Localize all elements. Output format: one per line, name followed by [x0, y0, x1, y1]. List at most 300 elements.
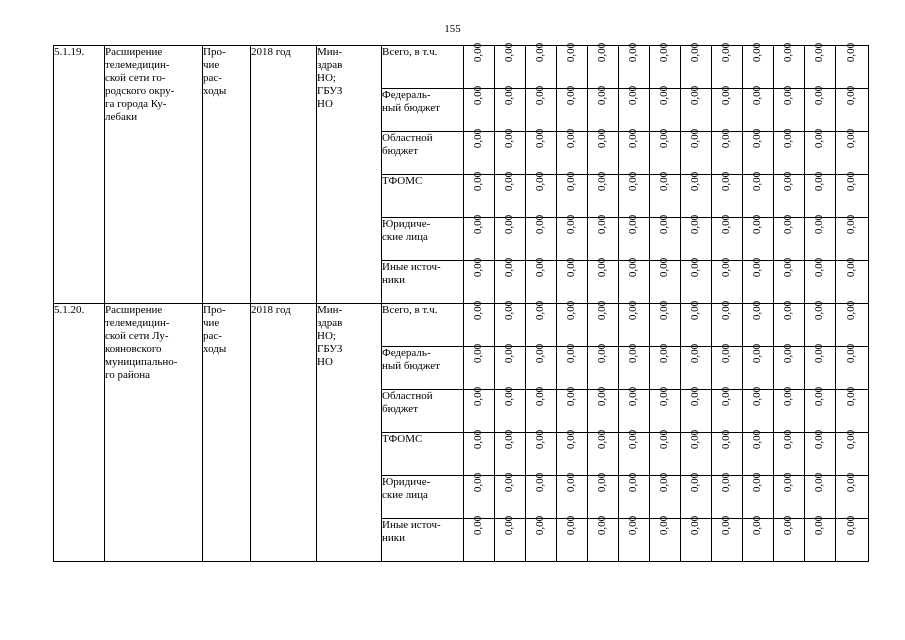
- value-cell: [526, 300, 557, 347]
- value-cell: [588, 429, 619, 476]
- item-year: 2018 год: [251, 304, 317, 562]
- value-cell: [526, 171, 557, 218]
- value-text: 0,00: [472, 85, 485, 106]
- value-text: 0,00: [782, 171, 795, 192]
- value-text: 0,00: [596, 343, 609, 364]
- item-name: [105, 46, 203, 304]
- funding-source-line: Областной: [382, 132, 433, 144]
- value-text: 0,00: [720, 429, 733, 450]
- item-name-line: ской сети го-: [105, 72, 166, 84]
- value-text: 0,00: [845, 472, 858, 493]
- value-cell: [526, 472, 557, 519]
- value-text: 0,00: [534, 515, 547, 536]
- value-text: 0,00: [720, 343, 733, 364]
- value-text: 0,00: [782, 257, 795, 278]
- value-text: 0,00: [627, 515, 640, 536]
- funding-source: [382, 519, 464, 562]
- value-text: 0,00: [627, 472, 640, 493]
- value-cell: [805, 171, 836, 218]
- value-text: 0,00: [658, 85, 671, 106]
- item-number: 5.1.20.: [54, 304, 105, 562]
- expense-type-line: ходы: [203, 85, 227, 97]
- value-cell: [557, 171, 588, 218]
- value-text: 0,00: [503, 42, 516, 63]
- value-text: 0,00: [751, 515, 764, 536]
- value-cell: [712, 429, 743, 476]
- value-cell: [464, 515, 495, 562]
- value-text: 0,00: [720, 300, 733, 321]
- value-cell: [712, 472, 743, 519]
- value-cell: [743, 214, 774, 261]
- value-text: 0,00: [658, 472, 671, 493]
- value-text: 0,00: [813, 171, 826, 192]
- value-cell: [650, 85, 681, 132]
- value-text: 0,00: [689, 300, 702, 321]
- value-text: 0,00: [720, 515, 733, 536]
- value-text: 0,00: [472, 214, 485, 235]
- value-cell: [619, 85, 650, 132]
- value-cell: [650, 515, 681, 562]
- value-cell: [588, 42, 619, 89]
- value-cell: [774, 171, 805, 218]
- executor-line: НО: [317, 98, 333, 110]
- value-text: 0,00: [472, 42, 485, 63]
- value-text: 0,00: [503, 214, 516, 235]
- value-cell: [836, 42, 869, 89]
- value-text: 0,00: [534, 171, 547, 192]
- value-text: 0,00: [627, 171, 640, 192]
- value-cell: [805, 42, 836, 89]
- value-cell: [681, 128, 712, 175]
- value-text: 0,00: [845, 85, 858, 106]
- value-text: 0,00: [503, 128, 516, 149]
- value-text: 0,00: [658, 515, 671, 536]
- value-text: 0,00: [689, 386, 702, 407]
- value-cell: [836, 214, 869, 261]
- value-cell: [836, 300, 869, 347]
- value-text: 0,00: [845, 214, 858, 235]
- value-cell: [464, 257, 495, 304]
- value-cell: [774, 515, 805, 562]
- value-cell: [650, 343, 681, 390]
- value-cell: [743, 85, 774, 132]
- executor-line: здрав: [317, 317, 343, 329]
- value-text: 0,00: [845, 257, 858, 278]
- value-text: 0,00: [845, 171, 858, 192]
- item-number: 5.1.19.: [54, 46, 105, 304]
- value-cell: [743, 42, 774, 89]
- value-text: 0,00: [751, 257, 764, 278]
- value-cell: [464, 300, 495, 347]
- value-cell: [464, 214, 495, 261]
- value-cell: [836, 429, 869, 476]
- value-cell: [774, 85, 805, 132]
- value-cell: [557, 128, 588, 175]
- value-cell: [557, 343, 588, 390]
- expense-type-line: рас-: [203, 72, 222, 84]
- value-cell: [619, 300, 650, 347]
- value-cell: [681, 472, 712, 519]
- value-text: 0,00: [689, 515, 702, 536]
- funding-source: [382, 261, 464, 304]
- value-cell: [774, 386, 805, 433]
- value-text: 0,00: [813, 429, 826, 450]
- value-cell: [588, 128, 619, 175]
- expense-type: [203, 304, 251, 562]
- value-cell: [805, 343, 836, 390]
- value-text: 0,00: [720, 214, 733, 235]
- item-name-line: Расширение: [105, 46, 163, 58]
- value-cell: [774, 343, 805, 390]
- value-cell: [743, 128, 774, 175]
- funding-source: [382, 433, 464, 476]
- value-cell: [836, 171, 869, 218]
- value-cell: [464, 85, 495, 132]
- funding-source-line: ские лица: [382, 231, 428, 243]
- value-text: 0,00: [565, 343, 578, 364]
- value-text: 0,00: [689, 257, 702, 278]
- expense-type-line: Про-: [203, 304, 226, 316]
- value-cell: [588, 386, 619, 433]
- value-text: 0,00: [565, 515, 578, 536]
- value-cell: [805, 472, 836, 519]
- value-text: 0,00: [596, 42, 609, 63]
- value-cell: [681, 429, 712, 476]
- value-text: 0,00: [565, 42, 578, 63]
- value-cell: [526, 386, 557, 433]
- value-cell: [495, 429, 526, 476]
- value-text: 0,00: [565, 85, 578, 106]
- value-cell: [557, 85, 588, 132]
- value-text: 0,00: [813, 515, 826, 536]
- funding-source: [382, 347, 464, 390]
- table-body: [54, 42, 869, 562]
- item-name-line: го района: [105, 369, 151, 381]
- funding-source-line: Всего, в т.ч.: [382, 304, 438, 316]
- value-text: 0,00: [565, 128, 578, 149]
- value-text: 0,00: [472, 300, 485, 321]
- value-text: 0,00: [503, 515, 516, 536]
- value-text: 0,00: [627, 386, 640, 407]
- value-cell: [588, 343, 619, 390]
- value-cell: [619, 515, 650, 562]
- value-text: 0,00: [534, 386, 547, 407]
- value-text: 0,00: [596, 472, 609, 493]
- item-name-line: кояновского: [105, 343, 162, 355]
- value-text: 0,00: [845, 386, 858, 407]
- expense-type: [203, 46, 251, 304]
- value-text: 0,00: [534, 300, 547, 321]
- expense-type-line: чие: [203, 59, 220, 71]
- value-cell: [836, 343, 869, 390]
- value-cell: [805, 429, 836, 476]
- value-cell: [712, 42, 743, 89]
- value-text: 0,00: [596, 171, 609, 192]
- value-cell: [619, 386, 650, 433]
- value-cell: [774, 300, 805, 347]
- value-text: 0,00: [782, 128, 795, 149]
- value-text: 0,00: [751, 128, 764, 149]
- value-text: 0,00: [689, 429, 702, 450]
- executor-line: здрав: [317, 59, 343, 71]
- value-cell: [526, 214, 557, 261]
- item-name-line: телемедицин-: [105, 317, 170, 329]
- value-text: 0,00: [658, 214, 671, 235]
- executor-line: НО;: [317, 330, 336, 342]
- funding-source-line: бюджет: [382, 145, 418, 157]
- value-text: 0,00: [813, 343, 826, 364]
- value-text: 0,00: [503, 85, 516, 106]
- value-text: 0,00: [503, 429, 516, 450]
- value-text: 0,00: [534, 472, 547, 493]
- value-cell: [588, 257, 619, 304]
- value-cell: [774, 214, 805, 261]
- value-cell: [557, 472, 588, 519]
- item-name-line: лебаки: [105, 111, 138, 123]
- value-cell: [464, 343, 495, 390]
- funding-source-line: Иные источ-: [382, 261, 441, 273]
- value-cell: [805, 85, 836, 132]
- funding-source-line: Областной: [382, 390, 433, 402]
- value-text: 0,00: [751, 42, 764, 63]
- value-cell: [774, 128, 805, 175]
- value-text: 0,00: [782, 515, 795, 536]
- value-cell: [557, 42, 588, 89]
- value-cell: [681, 386, 712, 433]
- value-text: 0,00: [720, 386, 733, 407]
- value-text: 0,00: [845, 300, 858, 321]
- expense-type-line: чие: [203, 317, 220, 329]
- item-name-line: муниципально-: [105, 356, 178, 368]
- value-text: 0,00: [782, 300, 795, 321]
- funding-source-line: Федераль-: [382, 89, 431, 101]
- funding-source-line: Юридиче-: [382, 218, 431, 230]
- value-text: 0,00: [472, 343, 485, 364]
- value-text: 0,00: [720, 128, 733, 149]
- funding-source: [382, 175, 464, 218]
- value-cell: [836, 515, 869, 562]
- value-cell: [743, 515, 774, 562]
- funding-source: [382, 89, 464, 132]
- value-cell: [464, 429, 495, 476]
- value-text: 0,00: [472, 472, 485, 493]
- value-text: 0,00: [596, 429, 609, 450]
- page-number: 155: [444, 23, 461, 35]
- value-cell: [526, 257, 557, 304]
- value-text: 0,00: [596, 300, 609, 321]
- value-text: 0,00: [534, 42, 547, 63]
- value-text: 0,00: [565, 386, 578, 407]
- item-name-line: родского окру-: [105, 85, 175, 97]
- value-cell: [495, 515, 526, 562]
- value-cell: [743, 257, 774, 304]
- value-cell: [557, 429, 588, 476]
- value-cell: [836, 386, 869, 433]
- value-cell: [743, 386, 774, 433]
- value-cell: [495, 171, 526, 218]
- funding-source-line: ТФОМС: [382, 175, 423, 187]
- value-text: 0,00: [627, 42, 640, 63]
- value-cell: [526, 343, 557, 390]
- value-text: 0,00: [782, 85, 795, 106]
- value-text: 0,00: [658, 171, 671, 192]
- value-cell: [743, 171, 774, 218]
- value-cell: [712, 85, 743, 132]
- value-cell: [712, 343, 743, 390]
- executor: [317, 304, 382, 562]
- executor-line: НО;: [317, 72, 336, 84]
- funding-source: [382, 218, 464, 261]
- value-text: 0,00: [627, 343, 640, 364]
- value-text: 0,00: [534, 257, 547, 278]
- value-text: 0,00: [720, 257, 733, 278]
- value-cell: [743, 429, 774, 476]
- value-cell: [774, 472, 805, 519]
- value-text: 0,00: [813, 472, 826, 493]
- value-text: 0,00: [751, 472, 764, 493]
- value-cell: [464, 386, 495, 433]
- value-text: 0,00: [689, 343, 702, 364]
- value-cell: [557, 257, 588, 304]
- value-text: 0,00: [534, 214, 547, 235]
- value-cell: [650, 472, 681, 519]
- value-text: 0,00: [472, 257, 485, 278]
- value-text: 0,00: [658, 386, 671, 407]
- value-cell: [619, 214, 650, 261]
- executor-line: НО: [317, 356, 333, 368]
- value-text: 0,00: [845, 128, 858, 149]
- item-name-line: телемедицин-: [105, 59, 170, 71]
- value-text: 0,00: [565, 300, 578, 321]
- value-cell: [743, 300, 774, 347]
- value-text: 0,00: [565, 472, 578, 493]
- value-cell: [712, 300, 743, 347]
- value-cell: [712, 386, 743, 433]
- value-cell: [743, 343, 774, 390]
- value-cell: [805, 386, 836, 433]
- value-text: 0,00: [534, 429, 547, 450]
- value-text: 0,00: [782, 472, 795, 493]
- value-text: 0,00: [689, 42, 702, 63]
- funding-source: [382, 476, 464, 519]
- value-text: 0,00: [565, 214, 578, 235]
- executor-line: Мин-: [317, 304, 343, 316]
- value-text: 0,00: [689, 171, 702, 192]
- value-text: 0,00: [627, 429, 640, 450]
- value-text: 0,00: [813, 42, 826, 63]
- value-cell: [495, 386, 526, 433]
- value-cell: [619, 472, 650, 519]
- value-cell: [774, 257, 805, 304]
- value-cell: [557, 515, 588, 562]
- value-cell: [619, 429, 650, 476]
- value-cell: [526, 42, 557, 89]
- value-text: 0,00: [689, 472, 702, 493]
- value-text: 0,00: [658, 42, 671, 63]
- value-text: 0,00: [720, 171, 733, 192]
- funding-source-line: ный бюджет: [382, 102, 440, 114]
- value-text: 0,00: [596, 515, 609, 536]
- value-cell: [650, 171, 681, 218]
- value-text: 0,00: [751, 343, 764, 364]
- value-text: 0,00: [534, 128, 547, 149]
- value-cell: [588, 515, 619, 562]
- value-cell: [774, 42, 805, 89]
- value-cell: [464, 171, 495, 218]
- value-cell: [650, 300, 681, 347]
- value-cell: [650, 128, 681, 175]
- value-cell: [681, 515, 712, 562]
- value-text: 0,00: [720, 472, 733, 493]
- funding-source-line: ный бюджет: [382, 360, 440, 372]
- executor: [317, 46, 382, 304]
- item-name-line: ской сети Лу-: [105, 330, 169, 342]
- value-text: 0,00: [534, 85, 547, 106]
- value-cell: [681, 257, 712, 304]
- value-cell: [588, 300, 619, 347]
- value-text: 0,00: [503, 257, 516, 278]
- value-cell: [526, 128, 557, 175]
- value-text: 0,00: [627, 257, 640, 278]
- value-text: 0,00: [751, 300, 764, 321]
- value-cell: [743, 472, 774, 519]
- item-name-line: Расширение: [105, 304, 163, 316]
- value-cell: [650, 42, 681, 89]
- value-cell: [619, 42, 650, 89]
- value-cell: [495, 343, 526, 390]
- value-text: 0,00: [782, 343, 795, 364]
- item-name-line: га города Ку-: [105, 98, 167, 110]
- funding-source-line: ские лица: [382, 489, 428, 501]
- value-cell: [836, 472, 869, 519]
- value-text: 0,00: [503, 171, 516, 192]
- value-cell: [464, 128, 495, 175]
- value-text: 0,00: [565, 257, 578, 278]
- value-cell: [650, 429, 681, 476]
- funding-source-line: бюджет: [382, 403, 418, 415]
- value-cell: [619, 128, 650, 175]
- value-cell: [712, 257, 743, 304]
- funding-source-line: ники: [382, 274, 406, 286]
- value-cell: [588, 214, 619, 261]
- table-row: [54, 46, 869, 89]
- value-text: 0,00: [782, 429, 795, 450]
- funding-source-line: ники: [382, 532, 406, 544]
- value-cell: [712, 171, 743, 218]
- value-cell: [650, 386, 681, 433]
- value-text: 0,00: [751, 171, 764, 192]
- value-cell: [557, 300, 588, 347]
- value-cell: [836, 128, 869, 175]
- value-text: 0,00: [751, 386, 764, 407]
- value-text: 0,00: [782, 42, 795, 63]
- value-text: 0,00: [565, 171, 578, 192]
- value-text: 0,00: [627, 300, 640, 321]
- value-text: 0,00: [658, 257, 671, 278]
- value-text: 0,00: [689, 214, 702, 235]
- value-text: 0,00: [845, 42, 858, 63]
- value-cell: [526, 85, 557, 132]
- value-text: 0,00: [503, 472, 516, 493]
- value-cell: [557, 214, 588, 261]
- value-cell: [805, 214, 836, 261]
- funding-source-line: Юридиче-: [382, 476, 431, 488]
- table-row: [54, 304, 869, 347]
- value-text: 0,00: [845, 515, 858, 536]
- value-cell: [464, 472, 495, 519]
- value-text: 0,00: [472, 128, 485, 149]
- funding-source-line: ТФОМС: [382, 433, 423, 445]
